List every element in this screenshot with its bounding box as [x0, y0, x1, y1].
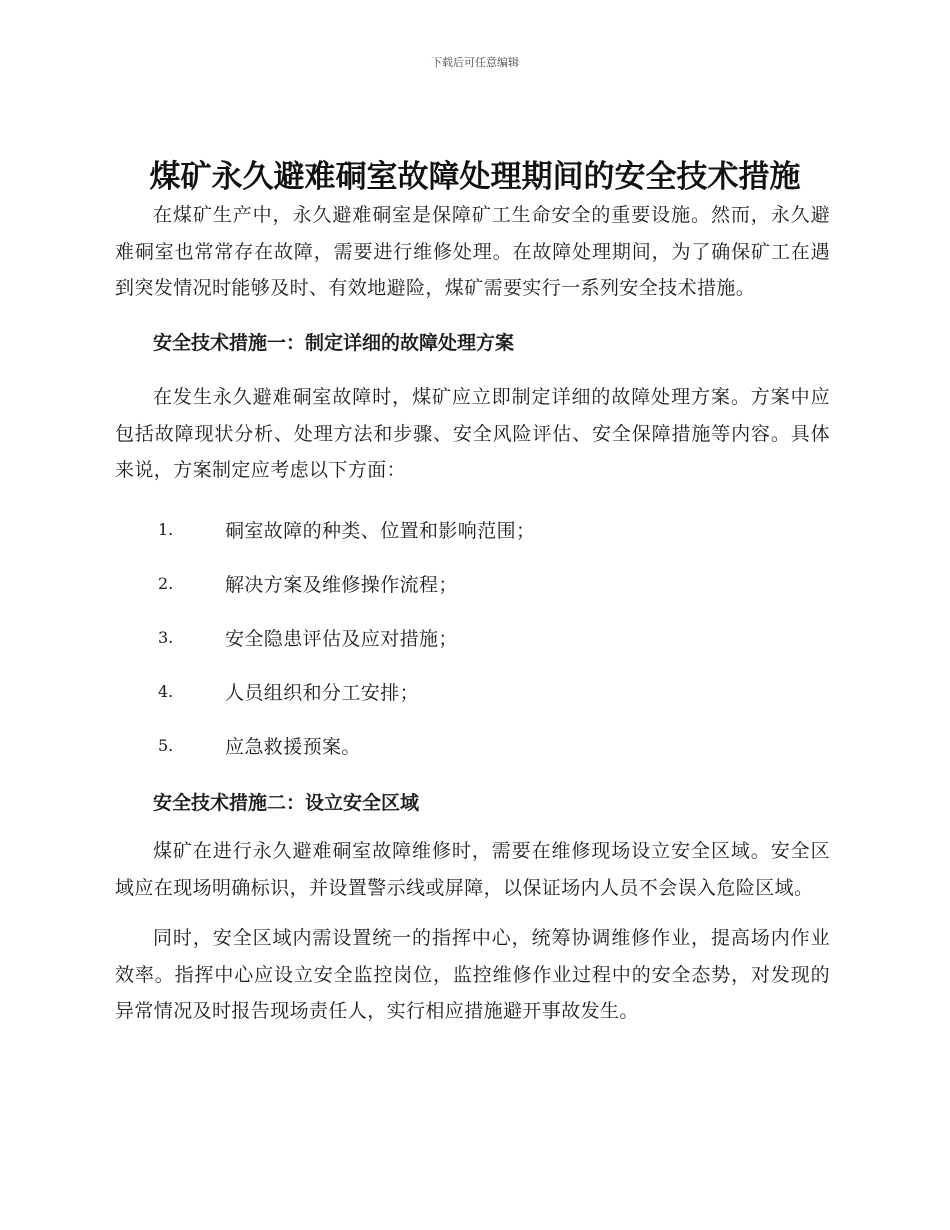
- document-body: [115, 197, 830, 1030]
- list-item: [115, 719, 830, 773]
- list-item-number: 1.: [158, 520, 174, 539]
- document-title: 煤矿永久避难硐室故障处理期间的安全技术措施: [149, 159, 801, 195]
- intro-paragraph: 在煤矿生产中，永久避难硐室是保障矿工生命安全的重要设施。然而，永久避难硐室也常常存在故障，需要进行维修处理。在故障处理期间，为了确保矿工在遇到突发情况时能够及时、有效地避险，煤矿需要实行一系列安全技术措施。: [115, 204, 830, 299]
- list-item-number: 5.: [158, 736, 174, 755]
- list-item-text: 安全隐患评估及应对措施；: [225, 628, 458, 650]
- section2-paragraph-1: 煤矿在进行永久避难硐室故障维修时，需要在维修现场设立安全区域。安全区域应在现场明确标识，并设置警示线或屏障，以保证场内人员不会误入危险区域。: [115, 840, 830, 899]
- page-header: 下载后可任意编辑: [431, 56, 519, 69]
- list-item: [115, 611, 830, 665]
- list-item: [115, 665, 830, 719]
- section2-paragraph-2: 同时，安全区域内需设置统一的指挥中心，统筹协调维修作业，提高场内作业效率。指挥中心应设立安全监控岗位，监控维修作业过程中的安全态势，对发现的异常情况及时报告现场责任人，实行相应措施避开事故发生。: [115, 927, 830, 1022]
- section1-paragraph: 在发生永久避难硐室故障时，煤矿应立即制定详细的故障处理方案。方案中应包括故障现状分析、处理方法和步骤、安全风险评估、安全保障措施等内容。具体来说，方案制定应考虑以下方面：: [115, 386, 830, 481]
- list-item-number: 4.: [158, 682, 174, 701]
- section1-heading: 安全技术措施一：制定详细的故障处理方案: [153, 331, 515, 354]
- list-item-text: 人员组织和分工安排；: [225, 682, 420, 704]
- list-item: [115, 557, 830, 611]
- list-item-text: 硐室故障的种类、位置和影响范围；: [225, 520, 536, 542]
- list-item-number: 2.: [158, 574, 174, 593]
- list-item-text: 应急救援预案。: [225, 736, 361, 758]
- numbered-list: [115, 503, 830, 773]
- list-item-number: 3.: [158, 628, 174, 647]
- list-item-text: 解决方案及维修操作流程；: [225, 574, 458, 596]
- list-item: [115, 503, 830, 557]
- section2-heading: 安全技术措施二：设立安全区域: [153, 791, 420, 814]
